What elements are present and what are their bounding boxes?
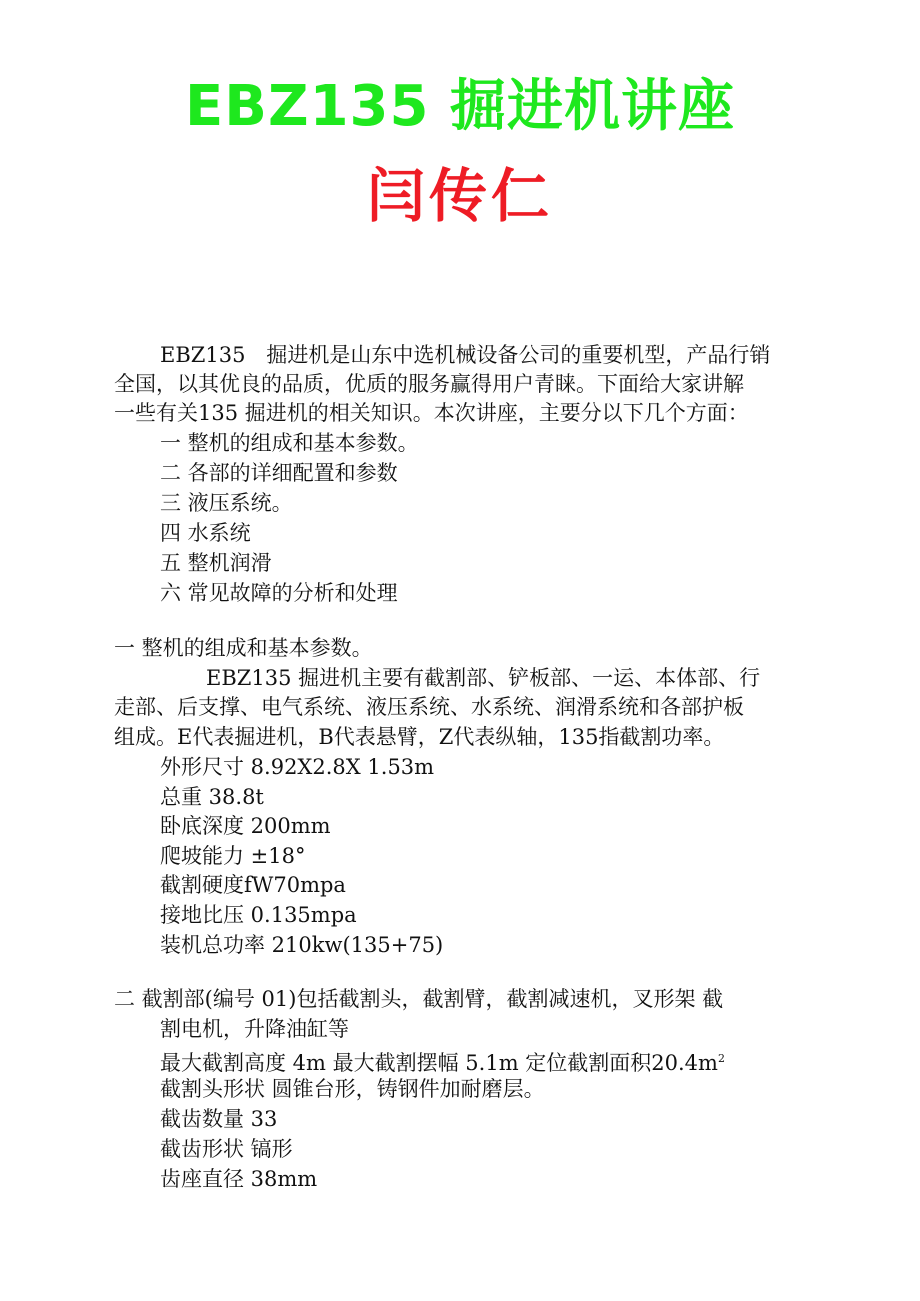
param-line: 齿座直径 38mm [160, 1167, 318, 1191]
param-line: 装机总功率 210kw(135+75) [160, 933, 444, 957]
section-2-heading-line-2: 割电机，升降油缸等 [160, 1017, 349, 1041]
param-line: 卧底深度 200mm [160, 814, 331, 838]
outline-item: 一 整机的组成和基本参数。 [160, 431, 419, 455]
intro-line-3: 一些有关135 掘进机的相关知识。本次讲座，主要分以下几个方面： [114, 401, 749, 425]
section-1-heading: 一 整机的组成和基本参数。 [114, 636, 373, 660]
outline-item: 六 常见故障的分析和处理 [160, 581, 398, 605]
cutting-area-line [160, 1044, 725, 1078]
param-line: 爬坡能力 ±18° [160, 844, 306, 868]
outline-item: 二 各部的详细配置和参数 [160, 461, 398, 485]
outline-item: 三 液压系统。 [160, 491, 293, 515]
author-name: 闫传仁 [366, 162, 553, 230]
param-line: 截割头形状 圆锥台形，铸钢件加耐磨层。 [160, 1077, 545, 1101]
section-1-para-line-3: 组成。E代表掘进机，B代表悬臂，Z代表纵轴，135指截割功率。 [114, 725, 725, 749]
outline-item: 五 整机润滑 [160, 551, 272, 575]
param-line: 截割硬度fW70mpa [160, 873, 346, 897]
outline-item: 四 水系统 [160, 521, 251, 545]
section-2-heading-line-1: 二 截割部(编号 01)包括截割头，截割臂，截割减速机，叉形架 截 [114, 987, 724, 1011]
intro-line-2: 全国，以其优良的品质，优质的服务赢得用户青睐。下面给大家讲解 [114, 372, 744, 396]
intro-line-1: EBZ135 掘进机是山东中选机械设备公司的重要机型，产品行销 [160, 343, 771, 367]
param-line: 接地比压 0.135mpa [160, 903, 357, 927]
param-line: 截齿形状 镐形 [160, 1137, 293, 1161]
param-line: 截齿数量 33 [160, 1107, 278, 1131]
section-1-para-line-2: 走部、后支撑、电气系统、液压系统、水系统、润滑系统和各部护板 [114, 695, 744, 719]
superscript-2: 2 [717, 1052, 725, 1065]
section-1-para-line-1: EBZ135 掘进机主要有截割部、铲板部、一运、本体部、行 [206, 666, 761, 690]
document-title: EBZ135 掘进机讲座 [185, 74, 735, 139]
param-line: 总重 38.8t [160, 785, 264, 809]
param-line: 外形尺寸 8.92X2.8X 1.53m [160, 755, 435, 779]
cutting-area-text: 最大截割高度 4m 最大截割摆幅 5.1m 定位截割面积20.4m [160, 1051, 718, 1075]
